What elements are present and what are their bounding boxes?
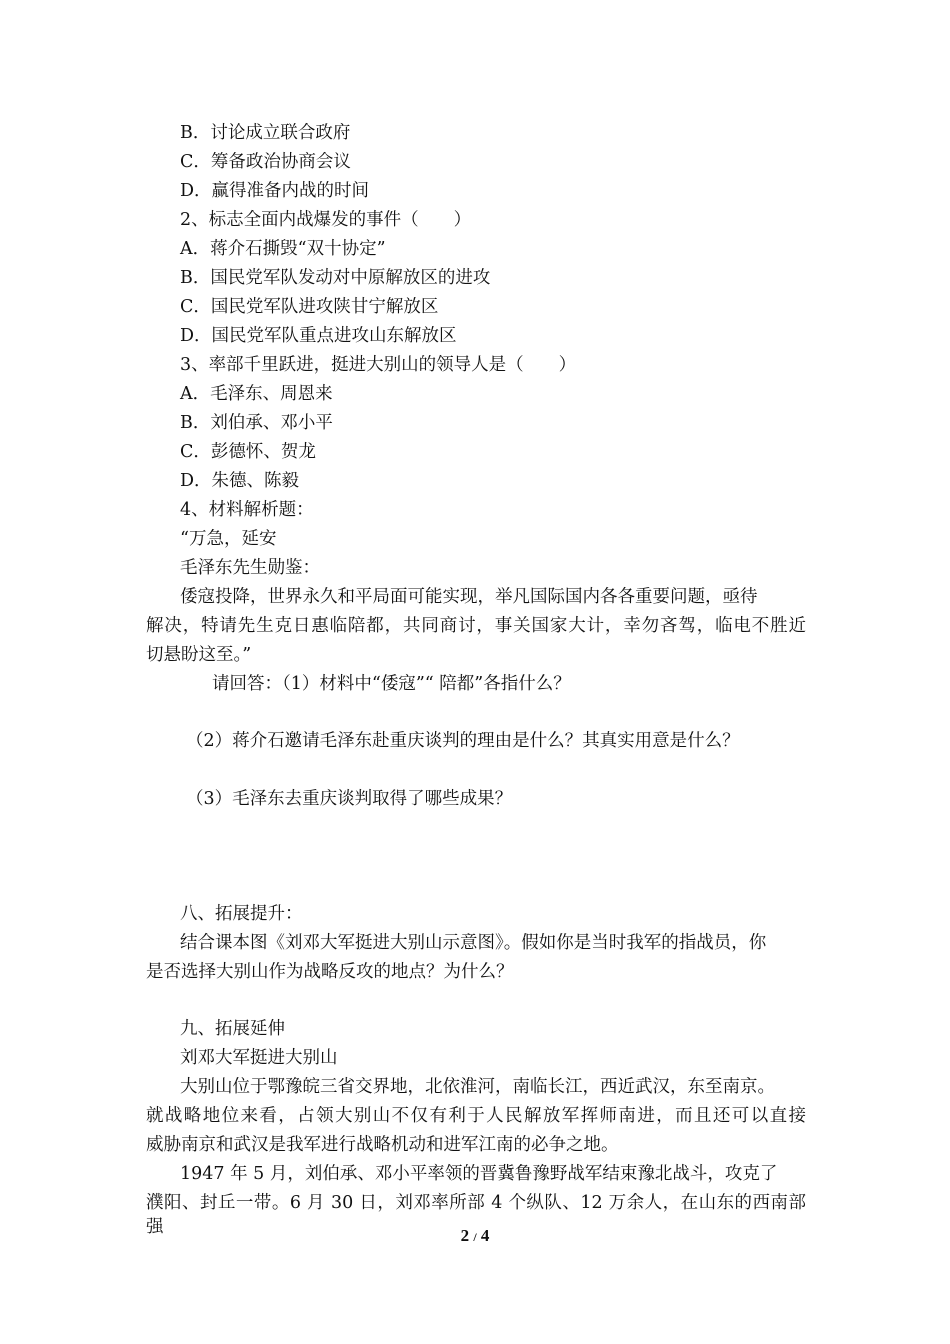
section-9-heading: 九、拓展延伸 xyxy=(180,1019,285,1039)
q3-option-b: B．刘伯承、邓小平 xyxy=(180,413,333,433)
question-4: 4、材料解析题： xyxy=(180,500,314,520)
section-9-paragraph-1-line-2: 就战略地位来看，占领大别山不仅有利于人民解放军挥师南进，而且还可以直接 xyxy=(146,1106,806,1126)
q2-option-d: D．国民党军队重点进攻山东解放区 xyxy=(180,326,457,346)
section-9-paragraph-2-line-2: 濮阳、封丘一带。6 月 30 日，刘邓率所部 4 个纵队、12 万余人，在山东的西南部强 xyxy=(146,1193,806,1237)
q2-option-b: B．国民党军队发动对中原解放区的进攻 xyxy=(180,268,491,288)
q4-material-line-5: 切悬盼这至。” xyxy=(146,645,252,665)
q4-subquestion-3: （3）毛泽东去重庆谈判取得了哪些成果？ xyxy=(186,789,513,809)
page-number-current: 2 xyxy=(460,1226,470,1245)
q3-option-d: D．朱德、陈毅 xyxy=(180,471,300,491)
section-9-paragraph-1-line-1: 大别山位于鄂豫皖三省交界地，北依淮河，南临长江，西近武汉，东至南京。 xyxy=(180,1077,775,1097)
q2-option-c: C．国民党军队进攻陕甘宁解放区 xyxy=(180,297,439,317)
section-9-title: 刘邓大军挺进大别山 xyxy=(180,1048,338,1068)
q1-option-d: D．赢得准备内战的时间 xyxy=(180,181,370,201)
q3-option-c: C．彭德怀、贺龙 xyxy=(180,442,316,462)
section-8-heading: 八、拓展提升： xyxy=(180,904,303,924)
q4-material-line-3: 倭寇投降，世界永久和平局面可能实现，举凡国际国内各各重要问题，亟待 xyxy=(180,587,758,607)
section-9-paragraph-2-line-1: 1947 年 5 月，刘伯承、邓小平率领的晋冀鲁豫野战军结束豫北战斗，攻克了 xyxy=(180,1164,778,1184)
q2-option-a: A．蒋介石撕毁“双十协定” xyxy=(180,239,386,259)
page-number-total: 4 xyxy=(480,1226,490,1245)
section-8-paragraph-line-2: 是否选择大别山作为战略反攻的地点？为什么？ xyxy=(146,962,514,982)
q1-option-c: C．筹备政治协商会议 xyxy=(180,152,351,172)
q4-material-line-4: 解决，特请先生克日惠临陪都，共同商讨，事关国家大计，幸勿吝驾，临电不胜近 xyxy=(146,616,806,636)
page-number xyxy=(0,1226,950,1246)
page-number-separator: / xyxy=(473,1230,477,1244)
q4-subquestion-2: （2）蒋介石邀请毛泽东赴重庆谈判的理由是什么？其真实用意是什么？ xyxy=(186,731,740,751)
question-2: 2、标志全面内战爆发的事件（ ） xyxy=(180,210,472,230)
section-8-paragraph-line-1: 结合课本图《刘邓大军挺进大别山示意图》。假如你是当时我军的指战员，你 xyxy=(180,933,767,953)
q3-option-a: A．毛泽东、周恩来 xyxy=(180,384,333,404)
q4-material-line-1: “万急，延安 xyxy=(180,529,277,549)
question-3: 3、率部千里跃进，挺进大别山的领导人是（ ） xyxy=(180,355,577,375)
section-9-paragraph-1-line-3: 威胁南京和武汉是我军进行战略机动和进军江南的必争之地。 xyxy=(146,1135,619,1155)
q4-material-line-2: 毛泽东先生勋鉴： xyxy=(180,558,320,578)
q1-option-b: B．讨论成立联合政府 xyxy=(180,123,351,143)
q4-subquestion-1: 请回答：（1）材料中“倭寇”“ 陪都”各指什么？ xyxy=(212,674,571,694)
